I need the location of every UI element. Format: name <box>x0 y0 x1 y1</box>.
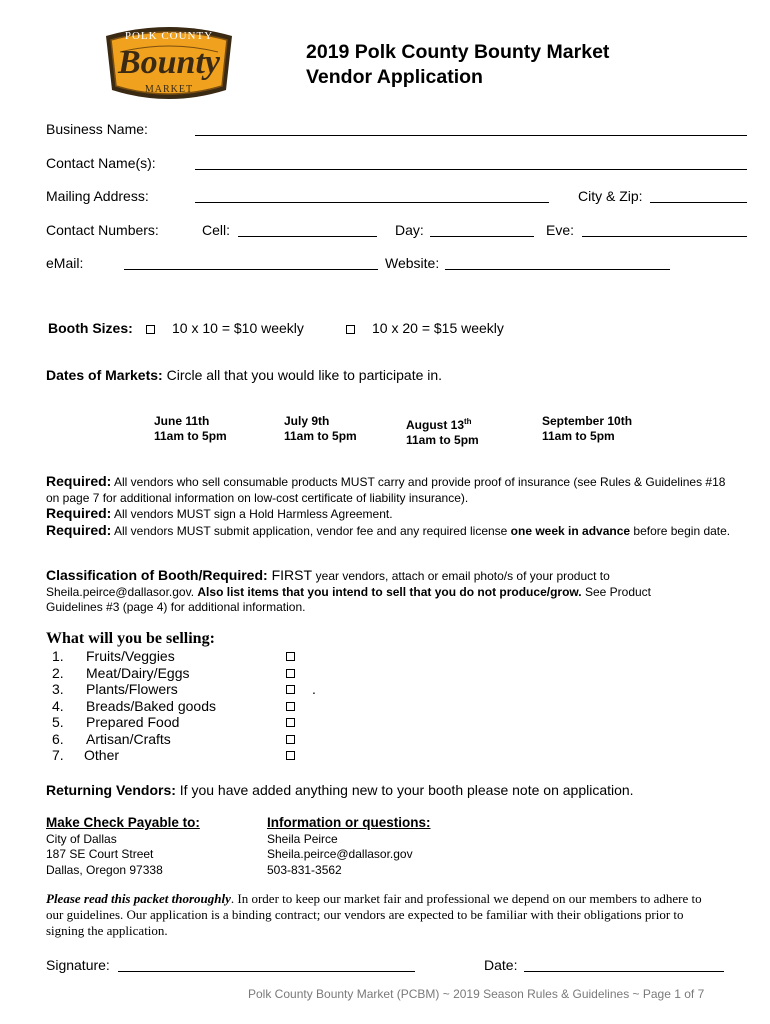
email-label: eMail: <box>46 255 84 271</box>
fruits-veggies-checkbox[interactable] <box>286 652 295 661</box>
other-checkbox[interactable] <box>286 751 295 760</box>
closing-paragraph: Please read this packet thoroughly. In order to keep our market fair and professional we depend on our members to adhere to our guidelines. Our application is a binding contract; our vendors are expected to be familiar with their obligations prior to signing the application. <box>46 891 702 938</box>
payable-line-2: 187 SE Court Street <box>46 847 154 861</box>
day-label: Day: <box>395 222 424 238</box>
city-zip-field[interactable] <box>650 202 747 203</box>
payable-heading: Make Check Payable to: <box>46 815 200 830</box>
dates-label: Dates of Markets: <box>46 367 163 383</box>
cell-label: Cell: <box>202 222 231 238</box>
date-option-august[interactable] <box>406 414 479 448</box>
logo-top-text: POLK COUNTY <box>124 30 214 42</box>
booth-sizes-label: Booth Sizes: <box>48 320 133 336</box>
list-item: 2. Meat/Dairy/Eggs <box>46 665 346 682</box>
website-label: Website: <box>385 255 440 271</box>
title-line-2: Vendor Application <box>306 66 483 88</box>
booth-10x10-checkbox[interactable] <box>146 321 155 339</box>
contact-numbers-label: Contact Numbers: <box>46 222 159 238</box>
day-field[interactable] <box>430 236 534 237</box>
info-phone: 503-831-3562 <box>267 862 342 877</box>
signature-field[interactable] <box>118 971 415 972</box>
page-title <box>306 40 609 90</box>
prepared-food-checkbox[interactable] <box>286 718 295 727</box>
returning-vendors: Returning Vendors: If you have added anything new to your booth please note on application. <box>46 782 634 798</box>
required-2: Required: All vendors MUST sign a Hold Harmless Agreement. <box>46 505 393 521</box>
dates-instruction <box>46 367 442 383</box>
list-item: 5. Prepared Food <box>46 714 346 731</box>
date-september: September 10th <box>542 414 633 428</box>
time-september: 11am to 5pm <box>542 429 615 443</box>
page-footer: Polk County Bounty Market (PCBM) ~ 2019 Season Rules & Guidelines ~ Page 1 of 7 <box>248 987 705 1001</box>
list-item: 6. Artisan/Crafts <box>46 731 346 748</box>
info-heading: Information or questions: <box>267 815 431 830</box>
selling-heading: What will you be selling: <box>46 630 215 647</box>
cell-field[interactable] <box>238 236 377 237</box>
dates-instruction-text: Circle all that you would like to participate in. <box>162 367 443 383</box>
list-item: 3. Plants/Flowers . <box>52 681 316 697</box>
payable-line-3: Dallas, Oregon 97338 <box>46 862 163 877</box>
breads-baked-goods-checkbox[interactable] <box>286 702 295 711</box>
info-line-1: Sheila Peirce <box>267 831 338 846</box>
date-august: August 13th <box>406 417 472 432</box>
eve-field[interactable] <box>582 236 747 237</box>
time-july: 11am to 5pm <box>284 429 357 443</box>
selling-list <box>46 648 346 764</box>
date-option-june[interactable] <box>154 414 227 444</box>
logo-main-text: Bounty <box>117 44 221 81</box>
logo-bottom-text: MARKET <box>144 84 194 95</box>
required-section <box>46 474 736 539</box>
closing-italic: Please read this packet thoroughly <box>46 891 231 906</box>
booth-10x10-label: 10 x 10 = $10 weekly <box>172 320 304 336</box>
info-block <box>267 815 431 878</box>
returning-label: Returning Vendors: <box>46 782 176 798</box>
signature-label: Signature: <box>46 957 110 973</box>
email-field[interactable] <box>124 269 378 270</box>
classification-bold: Also list items that you intend to sell that you do not produce/grow. <box>197 584 582 599</box>
date-june: June 11th <box>154 414 210 428</box>
plants-flowers-checkbox[interactable] <box>286 685 295 694</box>
meat-dairy-eggs-checkbox[interactable] <box>286 669 295 678</box>
date-field[interactable] <box>524 971 724 972</box>
required-3: Required: All vendors MUST submit application, vendor fee and any required license one week in advance before begin date. <box>46 521 731 538</box>
business-name-label: Business Name: <box>46 121 148 137</box>
booth-10x20-label: 10 x 20 = $15 weekly <box>372 320 504 336</box>
mailing-address-field[interactable] <box>195 202 549 203</box>
list-item: 4. Breads/Baked goods <box>46 698 346 715</box>
market-logo <box>98 22 240 104</box>
contact-names-label: Contact Name(s): <box>46 155 156 171</box>
info-email[interactable]: Sheila.peirce@dallasor.gov <box>267 847 413 861</box>
time-june: 11am to 5pm <box>154 429 227 443</box>
date-option-september[interactable] <box>542 414 632 444</box>
mailing-address-label: Mailing Address: <box>46 188 149 204</box>
date-july: July 9th <box>284 414 330 428</box>
classification-label: Classification of Booth/Required: <box>46 567 268 583</box>
contact-names-field[interactable] <box>195 169 747 170</box>
artisan-crafts-checkbox[interactable] <box>286 735 295 744</box>
eve-label: Eve: <box>546 222 575 238</box>
date-label: Date: <box>484 957 518 973</box>
business-name-field[interactable] <box>195 135 747 136</box>
website-field[interactable] <box>445 269 670 270</box>
time-august: 11am to 5pm <box>406 433 479 447</box>
title-line-1: 2019 Polk County Bounty Market <box>306 41 610 63</box>
classification-section: Classification of Booth/Required: FIRST year vendors, attach or email photo/s of your product to Sheila.peirce@dallasor.gov. Also list items that you intend to sell that you do not produce/grow. See Product Guidelines #3 (page 4) for additional information. <box>46 567 651 614</box>
date-option-july[interactable] <box>284 414 357 444</box>
payable-line-1: City of Dallas <box>46 831 117 846</box>
city-zip-label: City & Zip: <box>578 188 643 204</box>
required-1: Required: All vendors who sell consumable products MUST carry and provide proof of insurance (see Rules & Guidelines #18 on page 7 for additional information on low-cost certificate of liability insurance). <box>46 473 726 505</box>
payable-block <box>46 815 200 878</box>
list-item: 1. Fruits/Veggies <box>46 648 346 665</box>
booth-10x20-checkbox[interactable] <box>346 321 355 339</box>
date-august-sup: th <box>464 417 472 426</box>
list-item: 7. Other <box>46 747 346 764</box>
